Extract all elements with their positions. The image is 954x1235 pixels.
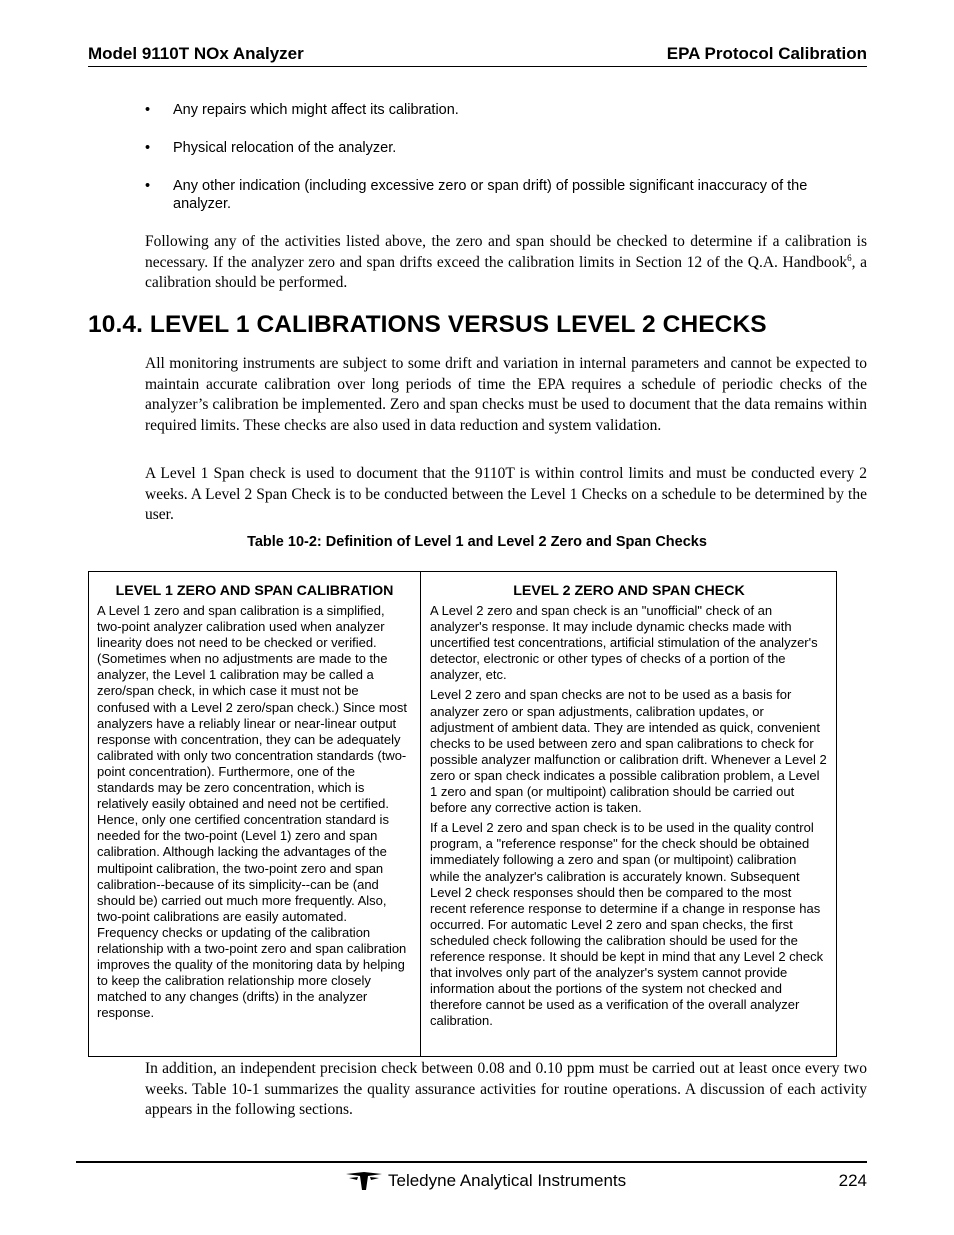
header-title: Model 9110T NOx Analyzer <box>88 44 304 63</box>
table-caption: Table 10-2: Definition of Level 1 and Level 2 Zero and Span Checks <box>247 534 707 550</box>
table-cell: A Level 1 zero and span calibration is a simplified, two-point analyzer calibration used when analyzer linearity does not need to be checked or verified. (Sometimes when no adjustments are made to the analyzer, the Level 1 calibration may be called a zero/span check, in which case it must not be confused with a Level 2 zero/span check.) Since most analyzers have a reliably linear or near-linear output response with concentration, they can be adequately calibrated with only two concentration standards (two-point concentration). Furthermore, one of the standards may be zero concentration, which is relatively easily obtained and need not be certified. Hence, only one certified concentration standard is needed for the two-point (Level 1) zero and span calibration. Although lacking the advantages of the multipoint calibration, the two-point zero and span calibration--because of its simplicity--can be (and should be) carried out much more frequently. Also, two-point calibrations are easily automated. Frequency checks or updating of the calibration relationship with a two-point zero and span calibration improves the quality of the monitoring data by helping to keep the calibration relationship more closely matched to any changes (drifts) in the analyzer response. <box>97 603 407 1021</box>
list-item: • Physical relocation of the analyzer. <box>145 140 397 156</box>
table-column-level1 <box>89 572 421 1056</box>
paragraph-precision: In addition, an independent precision check between 0.08 and 0.10 ppm must be carried out at least once every two weeks. Table 10-1 summarizes the quality assurance activities for routine operations. A discussion of each activity appears in the following sections. <box>145 1060 867 1118</box>
table-cell: A Level 2 zero and span check is an "unofficial" check of an analyzer's response. It may include dynamic checks made with uncertified test concentrations, artificial stimulation of the analyzer's detector, electronic or other types of checks of a portion of the analyzer, etc. Level 2 zero and span checks are not to be used as a basis for analyzer zero or span adjustments, calibration updates, or adjustment of ambient data. They are intended as quick, convenient checks to be used between zero and span calibrations to check for possible analyzer malfunction or calibration drift. Whenever a Level 2 zero or span check indicates a possible calibration problem, a Level 1 zero and span (or multipoint) calibration should be carried out before any corrective action is taken. If a Level 2 zero and span check is to be used in the quality control program, a "reference response" for the check should be obtained immediately following a zero and span (or multipoint) calibration while the analyzer's calibration is accurately known. Subsequent Level 2 check responses should then be compared to the most recent reference response to determine if a change in response has occurred. For automatic Level 2 zero and span checks, the first scheduled check following the calibration should be used for the reference response. It should be kept in mind that any Level 2 check that involves only part of the analyzer's system cannot provide information about the portions of the system not checked and therefore cannot be used as a verification of the overall analyzer calibration. <box>430 603 827 1029</box>
bullet-icon: • <box>145 178 151 194</box>
definition-table <box>88 571 837 1057</box>
list-item: • Any repairs which might affect its calibration. <box>145 102 459 118</box>
header-section: EPA Protocol Calibration <box>666 44 867 63</box>
bullet-list <box>145 101 867 233</box>
column-header: LEVEL 1 ZERO AND SPAN CALIBRATION <box>115 583 394 599</box>
page-header <box>88 44 867 67</box>
list-item: • Any other indication (including excessive zero or span drift) of possible significant inaccuracy of the analyzer. <box>145 178 808 212</box>
footer-brand: Teledyne Analytical Instruments <box>346 1171 626 1191</box>
paragraph-drift: All monitoring instruments are subject to some drift and variation in internal parameters and cannot be expected to maintain accurate calibration over long periods of time the EPA requires a schedule of periodic checks of the analyzer’s calibration be implemented. Zero and span checks must be used to document that the data remains within required limits. These checks are also used in data reduction and system validation. <box>145 355 867 434</box>
paragraph-activities: Following any of the activities listed above, the zero and span should be checked to determine if a calibration is necessary. If the analyzer zero and span drifts exceed the calibration limits in Section 12 of the Q.A. Handbook$^6$, a calibration should be performed. <box>145 233 867 291</box>
teledyne-logo-icon <box>346 1172 382 1190</box>
bullet-icon: • <box>145 140 151 156</box>
column-header: LEVEL 2 ZERO AND SPAN CHECK <box>513 583 745 599</box>
table-column-level2 <box>421 572 836 1056</box>
bullet-icon: • <box>145 102 151 118</box>
section-heading: 10.4. LEVEL 1 CALIBRATIONS VERSUS LEVEL 2 CHECKS <box>88 311 767 338</box>
page-footer <box>76 1161 867 1190</box>
footnote-ref[interactable]: 6 <box>847 252 852 263</box>
paragraph-span-check: A Level 1 Span check is used to document that the 9110T is within control limits and must be conducted every 2 weeks. A Level 2 Span Check is to be conducted between the Level 1 Checks on a schedule to be determined by the user. <box>145 465 867 523</box>
page-number: 224 <box>838 1171 867 1190</box>
